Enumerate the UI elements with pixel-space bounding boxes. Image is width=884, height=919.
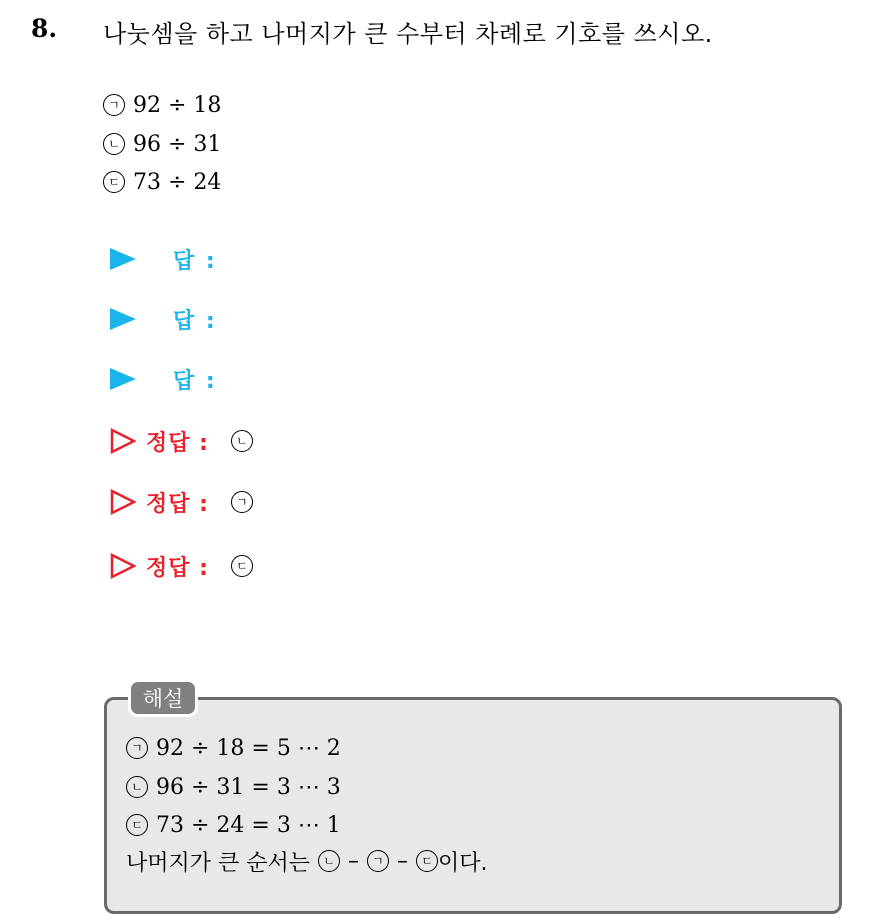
circled-nieun-icon: ㄴ (231, 430, 253, 452)
circled-digeut-icon: ㄷ (416, 850, 438, 872)
explanation-conclusion (126, 845, 488, 877)
choice-item (103, 90, 221, 120)
circled-giyeok-icon: ㄱ (126, 737, 148, 759)
explanation-box (104, 697, 842, 914)
play-triangle-icon (110, 308, 136, 330)
correct-label: 정답 : (146, 491, 209, 517)
correct-label: 정답 : (146, 430, 209, 456)
conclusion-suffix: 이다. (438, 850, 488, 876)
circled-nieun-icon: ㄴ (126, 776, 148, 798)
choice-item (103, 129, 221, 159)
correct-label: 정답 : (146, 555, 209, 581)
correct-answer-row (110, 421, 253, 461)
answer-row[interactable] (110, 239, 217, 279)
correct-answer-value (231, 430, 253, 452)
answer-label: 답 : (173, 368, 217, 394)
question-number: 8. (31, 14, 58, 43)
circled-nieun-icon: ㄴ (318, 850, 340, 872)
answer-label: 답 : (173, 248, 217, 274)
circled-digeut-icon: ㄷ (103, 171, 125, 193)
circled-digeut-icon: ㄷ (126, 814, 148, 836)
explanation-expression: 96 ÷ 31 = 3 ⋯ 3 (156, 774, 341, 800)
conclusion-prefix: 나머지가 큰 순서는 (126, 850, 311, 876)
correct-answer-row (110, 482, 253, 522)
play-triangle-icon (110, 248, 136, 270)
outline-triangle-icon (110, 489, 136, 515)
choice-expression: 96 ÷ 31 (133, 131, 222, 157)
order-dash: – (348, 848, 360, 874)
question-text: 나눗셈을 하고 나머지가 큰 수부터 차례로 기호를 쓰시오. (103, 20, 713, 48)
explanation-expression: 73 ÷ 24 = 3 ⋯ 1 (156, 812, 341, 838)
circled-nieun-icon: ㄴ (103, 133, 125, 155)
explanation-tab: 해설 (128, 679, 198, 717)
correct-answer-value (231, 555, 253, 577)
circled-digeut-icon: ㄷ (231, 555, 253, 577)
explanation-expression: 92 ÷ 18 = 5 ⋯ 2 (156, 735, 341, 761)
correct-answer-row (110, 546, 253, 586)
explanation-line (126, 772, 341, 802)
outline-triangle-icon (110, 428, 136, 454)
circled-giyeok-icon: ㄱ (367, 850, 389, 872)
choice-item (103, 167, 221, 197)
answer-label: 답 : (173, 308, 217, 334)
outline-triangle-icon (110, 553, 136, 579)
explanation-line (126, 810, 341, 840)
circled-giyeok-icon: ㄱ (103, 94, 125, 116)
play-triangle-icon (110, 368, 136, 390)
circled-giyeok-icon: ㄱ (231, 491, 253, 513)
choice-expression: 92 ÷ 18 (133, 92, 222, 118)
answer-row[interactable] (110, 299, 217, 339)
explanation-line (126, 733, 341, 763)
correct-answer-value (231, 491, 253, 513)
order-dash: – (397, 848, 409, 874)
answer-row[interactable] (110, 359, 217, 399)
choice-expression: 73 ÷ 24 (133, 169, 222, 195)
